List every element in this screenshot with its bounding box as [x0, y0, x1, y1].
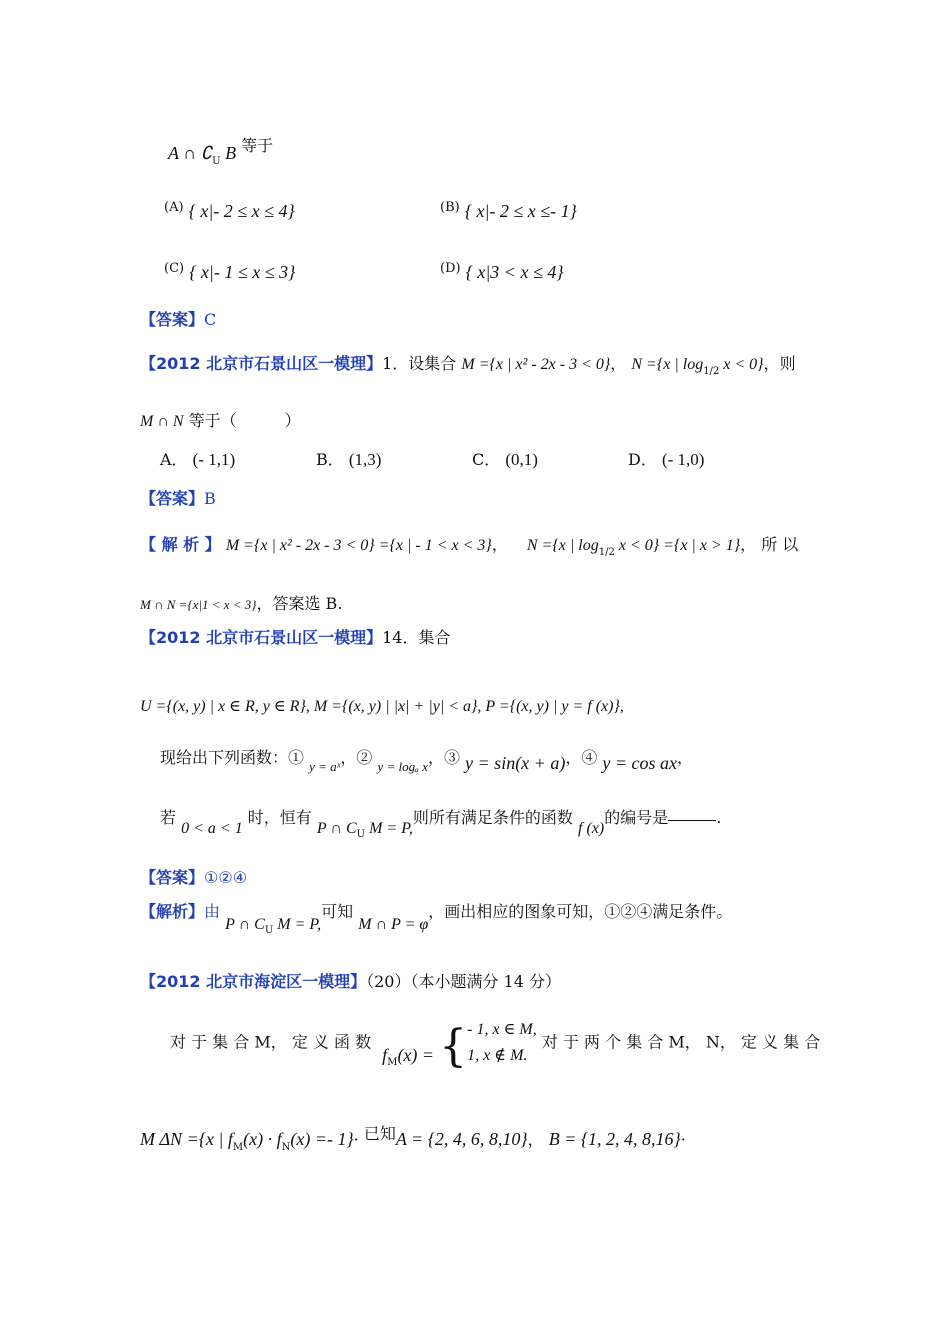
option-c-label: (C): [164, 261, 185, 276]
q3-cond-range: 0 < a < 1: [181, 820, 243, 837]
q2-analysis-sep: ，: [491, 535, 508, 554]
q3-f2: y = logₐ x: [377, 759, 428, 774]
q4-def-sub: M: [387, 1057, 398, 1068]
q2-choice-d-value: (- 1,0): [661, 450, 705, 469]
q4-delta-mid: (x) · f: [243, 1129, 282, 1149]
q2-line: [140, 352, 796, 384]
q2-choice-a: [160, 448, 235, 472]
q4-source: 【2012 北京市海淀区一模理】: [140, 972, 367, 991]
option-b-label: (B): [440, 200, 460, 215]
option-a-label: (A): [164, 200, 184, 215]
q3-f2-mark: ，②: [340, 748, 373, 767]
option-a: [164, 196, 295, 224]
q4-def-pre: 对 于 集 合 M， 定 义 函 数: [170, 1032, 372, 1052]
q3-cond-pre: 若: [160, 808, 177, 827]
q4-def-brace: {: [439, 1021, 468, 1072]
option-d-label: (D): [440, 261, 461, 276]
q3-analysis-mid: 可知: [321, 902, 354, 921]
q3-analysis-sub: U: [264, 925, 274, 936]
q4-known: 已知: [363, 1124, 396, 1143]
q2-choice-c: [472, 448, 538, 472]
q2-answer: [140, 487, 216, 511]
q2-choice-d: [628, 448, 704, 472]
q3-f4-mark: ，④: [565, 748, 598, 767]
q3-f1: y = aˣ: [309, 759, 341, 774]
q2-set-m: M ={x | x² - 2x - 3 < 0}: [461, 356, 611, 373]
q2-analysis-m: M ={x | x² - 2x - 3 < 0} ={x | - 1 < x < 3}: [225, 537, 492, 554]
q2-choice-c-value: (0,1): [505, 450, 538, 469]
q2-set-n-sub: 1/2: [703, 366, 720, 377]
q4-endmark: ·: [680, 1130, 686, 1149]
q4-def-cases: [467, 1017, 537, 1069]
q3-sets: [140, 694, 624, 719]
answer-1-tag: 【答案】: [140, 310, 205, 329]
q2-tail: ，则: [763, 354, 796, 373]
q3-cond-expr: P ∩ C: [316, 820, 357, 837]
q2-choice-b-value: (1,3): [348, 450, 382, 469]
q2-choice-a-label: A．: [160, 450, 188, 469]
q3-cond-end: .: [716, 808, 722, 827]
option-c: [164, 257, 295, 285]
q3-line: [140, 626, 450, 650]
q4-def-f: f: [382, 1045, 388, 1065]
q3-analysis-expr3: M ∩ P = φ: [358, 916, 429, 933]
q4-definition: [170, 1016, 820, 1089]
q2-line2-expr: M ∩ N: [140, 413, 184, 430]
q3-analysis: [140, 900, 732, 943]
q2-source: 【2012 北京市石景山区一模理】: [140, 354, 383, 373]
q4-sep: ，: [527, 1130, 544, 1149]
q3-analysis-end: ①②④满足条件。: [604, 902, 733, 921]
option-d: [440, 257, 564, 285]
q4-delta-expr: M ΔN ={x | f: [140, 1129, 233, 1149]
q3-funcs-intro: 现给出下列函数：: [160, 748, 289, 767]
q3-cond-tail: 的编号是: [604, 808, 669, 827]
q4-delta-sub1: M: [232, 1142, 244, 1153]
q2-analysis-n-post: x < 0} ={x | x > 1}: [614, 537, 741, 554]
q2-set-n-pre: N ={x | log: [631, 356, 704, 373]
q4-def-arg: (x) =: [397, 1045, 435, 1065]
q3-sets-expr: U ={(x, y) | x ∈ R, y ∈ R}, M ={(x, y) | |x| + |y| < a}, P ={(x, y) | y = f (x)},: [140, 698, 624, 715]
q4-line: [140, 970, 561, 994]
q3-funcs: [160, 746, 693, 779]
q3-f1-mark: ①: [288, 748, 305, 767]
q2-choice-b: [316, 448, 381, 472]
q2-choice-d-label: D．: [628, 450, 657, 469]
q3-analysis-pre: 由: [204, 902, 221, 921]
q3-cond-fx: f (x): [578, 820, 605, 837]
q2-conclusion-text: ，答案选 B.: [256, 594, 343, 613]
q2-choice-a-value: (- 1,1): [192, 450, 236, 469]
q2-conclusion-expr: M ∩ N ={x|1 < x < 3}: [140, 597, 257, 612]
option-b-expr: { x|- 2 ≤ x ≤- 1}: [464, 201, 577, 221]
q2-answer-value: B: [204, 489, 216, 508]
option-b: [440, 196, 577, 224]
intro-line: [168, 134, 273, 174]
q2-num: 1．设集合: [382, 354, 457, 373]
q4-set-a: A = {2, 4, 6, 8,10}: [395, 1129, 528, 1149]
q4-delta-line: [140, 1122, 686, 1160]
answer-1: [140, 308, 216, 332]
q3-analysis-tag: 【解析】: [140, 902, 205, 921]
q3-f3-mark: ，③: [427, 748, 460, 767]
q2-analysis: [140, 533, 798, 565]
q4-case2: 1, x ∉ M.: [467, 1046, 528, 1064]
q2-choice-b-label: B．: [316, 450, 344, 469]
q3-f3: y = sin(x + a): [465, 753, 566, 773]
q2-set-n-post: x < 0}: [719, 356, 764, 373]
answer-1-value: C: [204, 310, 217, 329]
q3-analysis-expr2: M = P,: [273, 916, 322, 933]
option-a-expr: { x|- 2 ≤ x ≤ 4}: [188, 201, 295, 221]
q3-answer: [140, 866, 247, 890]
q2-line2-text: 等于（ ）: [188, 411, 301, 430]
q2-line2: [140, 409, 301, 434]
q3-answer-tag: 【答案】: [140, 868, 205, 887]
q3-cond-mid: 时，恒有: [247, 808, 312, 827]
intro-text: 等于: [241, 136, 274, 155]
q3-condition: [160, 806, 721, 847]
q2-analysis-n-pre: N ={x | log: [526, 537, 599, 554]
q2-comma: ，: [610, 354, 627, 373]
option-d-expr: { x|3 < x ≤ 4}: [465, 262, 564, 282]
q3-answer-value: ①②④: [204, 868, 248, 887]
q2-analysis-tail: ， 所 以: [740, 535, 799, 554]
q3-f4-tail: ，: [677, 748, 694, 767]
q4-def-tail: 对 于 两 个 集 合 M， N， 定 义 集 合: [541, 1032, 821, 1052]
option-c-expr: { x|- 1 ≤ x ≤ 3}: [189, 262, 296, 282]
q4-delta-end: (x) =- 1}: [290, 1129, 354, 1149]
q3-analysis-tail: ，画出相应的图象可知，: [428, 902, 605, 921]
q3-cond-expr2: M = P,: [365, 820, 413, 837]
q4-case1: - 1, x ∈ M,: [467, 1020, 537, 1038]
q4-set-b: B = {1, 2, 4, 8,16}: [548, 1129, 681, 1149]
q2-conclusion: [140, 592, 342, 617]
q4-delta-dot: ·: [353, 1130, 359, 1149]
q4-num: （20）（本小题满分 14 分）: [366, 972, 562, 991]
q3-cond-mid2: 则所有满足条件的函数: [412, 808, 573, 827]
q3-cond-sub: U: [356, 829, 366, 840]
q2-analysis-tag: 【 解 析 】: [140, 535, 221, 554]
q3-source: 【2012 北京市石景山区一模理】: [140, 628, 383, 647]
q3-f4: y = cos ax: [602, 753, 678, 773]
q2-choice-c-label: C．: [472, 450, 501, 469]
q2-answer-tag: 【答案】: [140, 489, 205, 508]
intro-expr2: B: [220, 143, 237, 163]
intro-expr: A ∩ ∁: [168, 143, 213, 163]
q3-analysis-expr: P ∩ C: [225, 916, 265, 933]
q2-analysis-n-sub: 1/2: [598, 547, 615, 558]
q3-answer-blank: [668, 806, 716, 821]
q4-delta-sub2: N: [281, 1142, 291, 1153]
intro-sub: U: [212, 156, 221, 167]
q3-num: 14．集合: [382, 628, 451, 647]
